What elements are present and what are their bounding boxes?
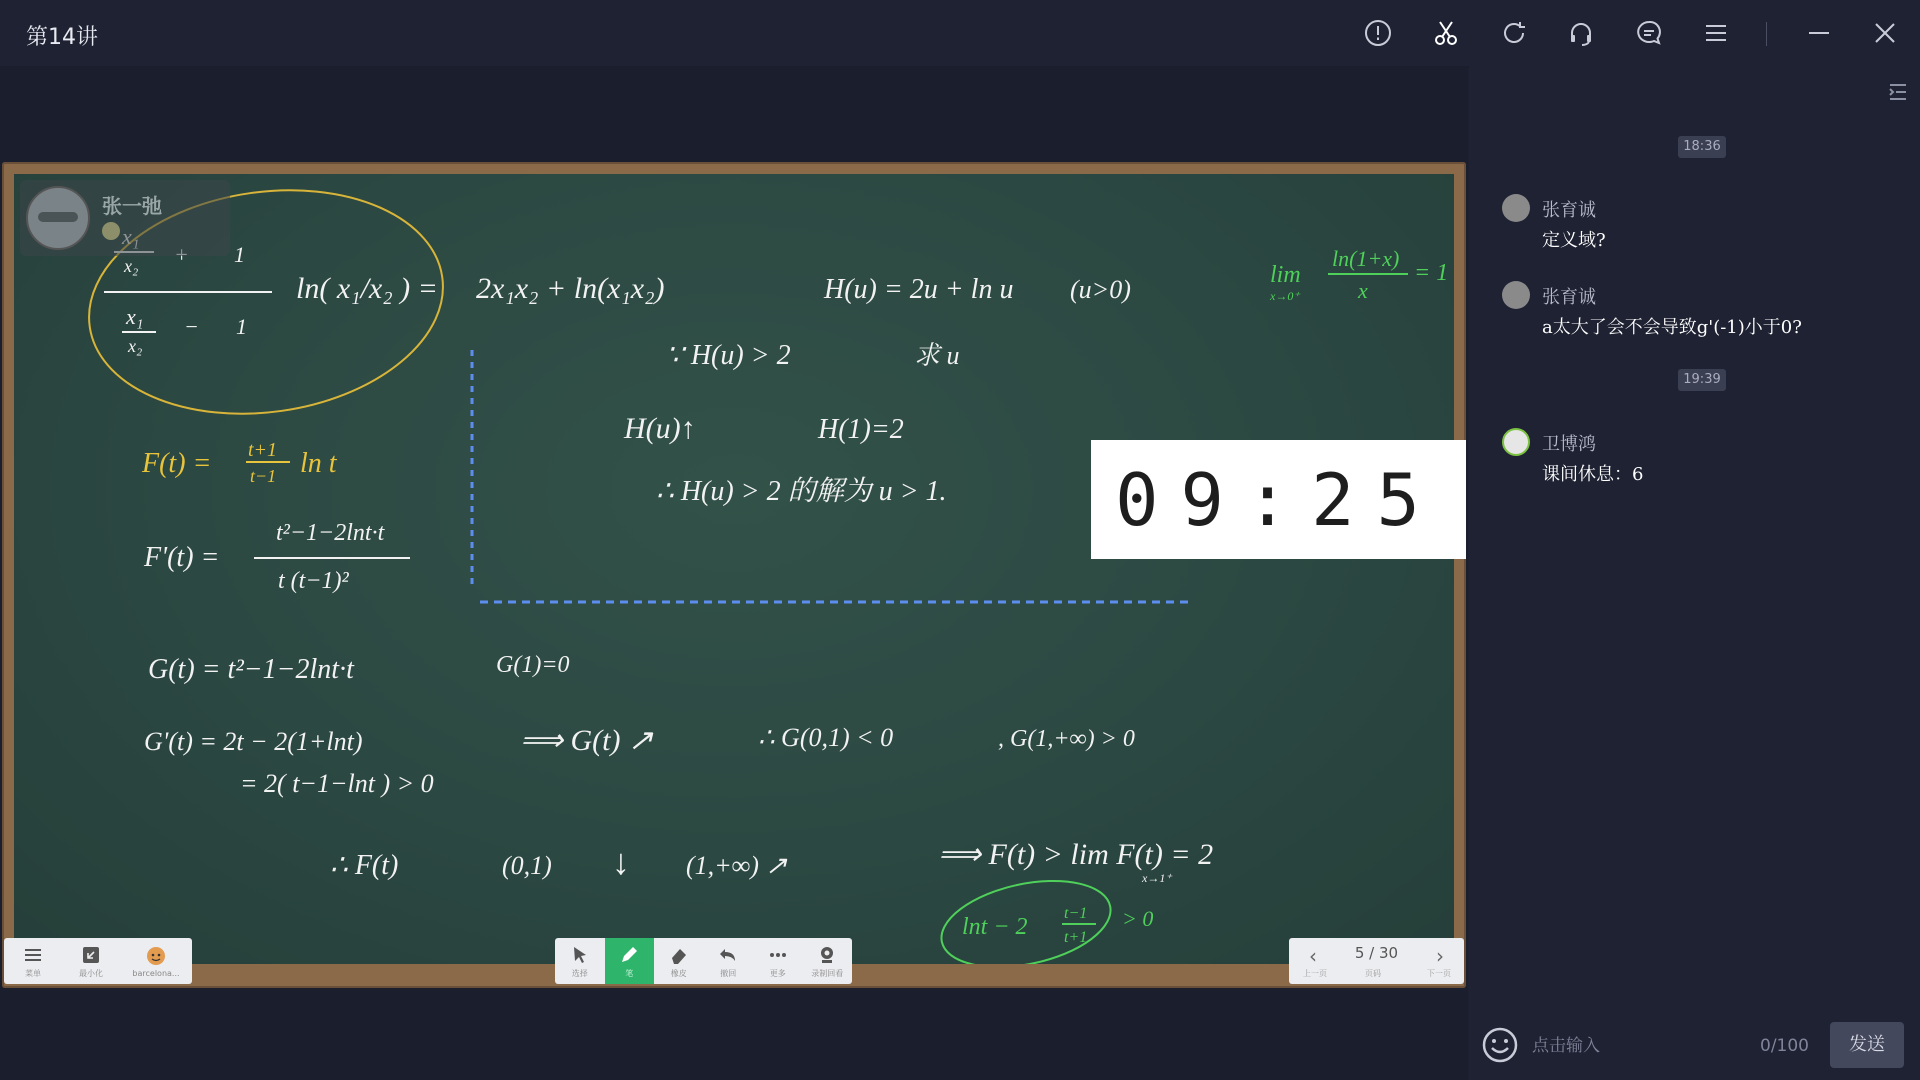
board-area <box>0 66 1468 1080</box>
chat-sender: 张育诚 <box>1542 200 1596 221</box>
cursor-icon <box>569 944 591 966</box>
svg-text:G(t) = t²−1−2lnt·t: G(t) = t²−1−2lnt·t <box>148 654 354 685</box>
eraser-tool[interactable]: 橡皮 <box>654 938 704 984</box>
minimize-window-icon <box>80 944 102 966</box>
chat-panel <box>1469 66 1920 1080</box>
svg-text:(0,1): (0,1) <box>502 851 552 880</box>
svg-text:x₂: x₂ <box>128 336 143 356</box>
select-tool[interactable]: 选择 <box>555 938 605 984</box>
minimize-window-tool[interactable]: 最小化 <box>62 938 120 984</box>
title-bar <box>0 0 1920 67</box>
svg-text:F'(t) =: F'(t) = <box>144 542 220 573</box>
info-icon[interactable] <box>1362 17 1394 49</box>
chat-bubble-icon[interactable] <box>1633 17 1665 49</box>
svg-text:t (t−1)²: t (t−1)² <box>278 568 349 594</box>
svg-text:−: − <box>184 314 199 339</box>
eraser-icon <box>668 944 690 966</box>
svg-text:2x₁x₂ + ln(x₁x₂): 2x₁x₂ + ln(x₁x₂) <box>476 272 665 305</box>
svg-text:H(u)↑: H(u)↑ <box>624 412 696 445</box>
avatar <box>1502 281 1530 309</box>
svg-text:∴ F(t): ∴ F(t) <box>330 850 399 881</box>
svg-text:> 0: > 0 <box>1122 906 1154 931</box>
svg-text:(u>0): (u>0) <box>1070 275 1131 304</box>
chat-text: a太大了会不会导致g'(-1)小于0? <box>1542 317 1802 338</box>
mic-status-icon <box>102 222 120 240</box>
prev-page-button[interactable]: ‹ <box>1309 944 1317 968</box>
svg-text:lnt − 2: lnt − 2 <box>962 914 1028 940</box>
svg-text:(1,+∞) ↗: (1,+∞) ↗ <box>686 851 788 880</box>
send-button[interactable]: 发送 <box>1830 1022 1904 1068</box>
svg-text:G'(t) = 2t − 2(1+lnt): G'(t) = 2t − 2(1+lnt) <box>144 727 363 756</box>
page-indicator[interactable]: 5 / 30 <box>1354 944 1399 962</box>
svg-text:G(1)=0: G(1)=0 <box>496 652 570 678</box>
left-toolbar <box>4 938 192 984</box>
svg-text:= 2( t−1−lnt ) > 0: = 2( t−1−lnt ) > 0 <box>240 769 434 798</box>
record-tool[interactable]: 录制回看 <box>803 938 853 984</box>
chat-text: 课间休息：6 <box>1542 464 1644 485</box>
chat-timestamp: 18:36 <box>1678 136 1726 158</box>
chat-text: 定义域? <box>1542 230 1606 251</box>
close-icon[interactable] <box>1869 17 1901 49</box>
svg-text:∵ H(u) > 2: ∵ H(u) > 2 <box>666 340 791 371</box>
svg-text:1: 1 <box>234 242 245 267</box>
svg-text:t+1: t+1 <box>248 439 278 461</box>
chat-sender: 卫博鸿 <box>1542 434 1596 455</box>
drawing-toolbar <box>555 938 852 984</box>
svg-text:, G(1,+∞) > 0: , G(1,+∞) > 0 <box>998 726 1135 752</box>
menu-icon[interactable] <box>1700 17 1732 49</box>
headset-icon[interactable] <box>1565 17 1597 49</box>
emoji-icon[interactable] <box>1481 1026 1519 1064</box>
chat-timestamp: 19:39 <box>1678 369 1726 391</box>
svg-text:ln t: ln t <box>300 448 337 479</box>
avatar <box>1502 194 1530 222</box>
teacher-avatar <box>26 186 90 250</box>
pen-tool[interactable]: 笔 <box>605 938 655 984</box>
more-tool[interactable]: 更多 <box>753 938 803 984</box>
teacher-video-tile[interactable] <box>20 180 230 256</box>
chalk-drawing <box>14 174 1454 964</box>
avatar <box>1502 428 1530 456</box>
svg-text:lim: lim <box>1270 262 1301 288</box>
svg-text:t+1: t+1 <box>1064 929 1088 946</box>
chat-input[interactable] <box>1530 1026 1784 1066</box>
menu-icon <box>22 944 44 966</box>
teacher-name: 张一弛 <box>102 194 162 218</box>
user-tool[interactable]: barcelona... <box>120 938 192 984</box>
svg-text:∴ H(u) > 2 的解为 u > 1.: ∴ H(u) > 2 的解为 u > 1. <box>656 476 947 507</box>
scissors-icon[interactable] <box>1430 17 1462 49</box>
svg-text:t²−1−2lnt·t: t²−1−2lnt·t <box>276 520 385 546</box>
more-icon <box>767 944 789 966</box>
menu-tool[interactable]: 菜单 <box>4 938 62 984</box>
svg-text:x: x <box>1358 278 1368 303</box>
blackboard[interactable] <box>14 174 1454 964</box>
svg-text:t−1: t−1 <box>250 466 277 486</box>
svg-text:H(u) = 2u + ln u: H(u) = 2u + ln u <box>824 274 1014 305</box>
svg-text:∴ G(0,1) < 0: ∴ G(0,1) < 0 <box>758 723 894 752</box>
svg-text:x→1⁺: x→1⁺ <box>1142 871 1172 885</box>
chat-sender: 张育诚 <box>1542 287 1596 308</box>
svg-text:1: 1 <box>236 314 247 339</box>
timer-display: 09:25 <box>1115 457 1442 542</box>
countdown-timer[interactable] <box>1091 440 1466 559</box>
avatar-icon <box>145 945 167 967</box>
next-page-button[interactable]: › <box>1436 944 1444 968</box>
svg-text:ln( x₁/x₂ ) =: ln( x₁/x₂ ) = <box>296 272 438 305</box>
svg-text:x₁: x₁ <box>126 304 144 329</box>
svg-text:x₂: x₂ <box>124 256 139 276</box>
svg-text:⟹ F(t) > lim F(t) = 2: ⟹ F(t) > lim F(t) = 2 <box>938 838 1214 871</box>
svg-text:⟹ G(t) ↗: ⟹ G(t) ↗ <box>520 724 654 757</box>
char-counter: 0/100 <box>1760 1036 1809 1056</box>
record-icon <box>816 944 838 966</box>
pen-icon <box>618 944 640 966</box>
blackboard-frame <box>2 162 1466 988</box>
minimize-icon[interactable] <box>1803 17 1835 49</box>
svg-text:= 1: = 1 <box>1414 260 1449 286</box>
refresh-icon[interactable] <box>1498 17 1530 49</box>
svg-text:↓: ↓ <box>612 842 630 882</box>
collapse-panel-icon[interactable] <box>1886 80 1910 104</box>
svg-text:x→0⁺: x→0⁺ <box>1270 289 1300 303</box>
window-title: 第14讲 <box>26 25 98 50</box>
svg-text:ln(1+x): ln(1+x) <box>1332 246 1400 271</box>
svg-text:F(t) =: F(t) = <box>142 448 212 479</box>
titlebar-separator <box>1766 22 1767 46</box>
svg-text:求 u: 求 u <box>914 341 960 370</box>
undo-tool[interactable]: 撤回 <box>704 938 754 984</box>
page-navigator: ‹ 5 / 30 › 上一页 页码 下一页 <box>1289 938 1464 984</box>
svg-text:t−1: t−1 <box>1064 905 1088 922</box>
undo-icon <box>717 944 739 966</box>
svg-text:H(1)=2: H(1)=2 <box>818 414 904 445</box>
